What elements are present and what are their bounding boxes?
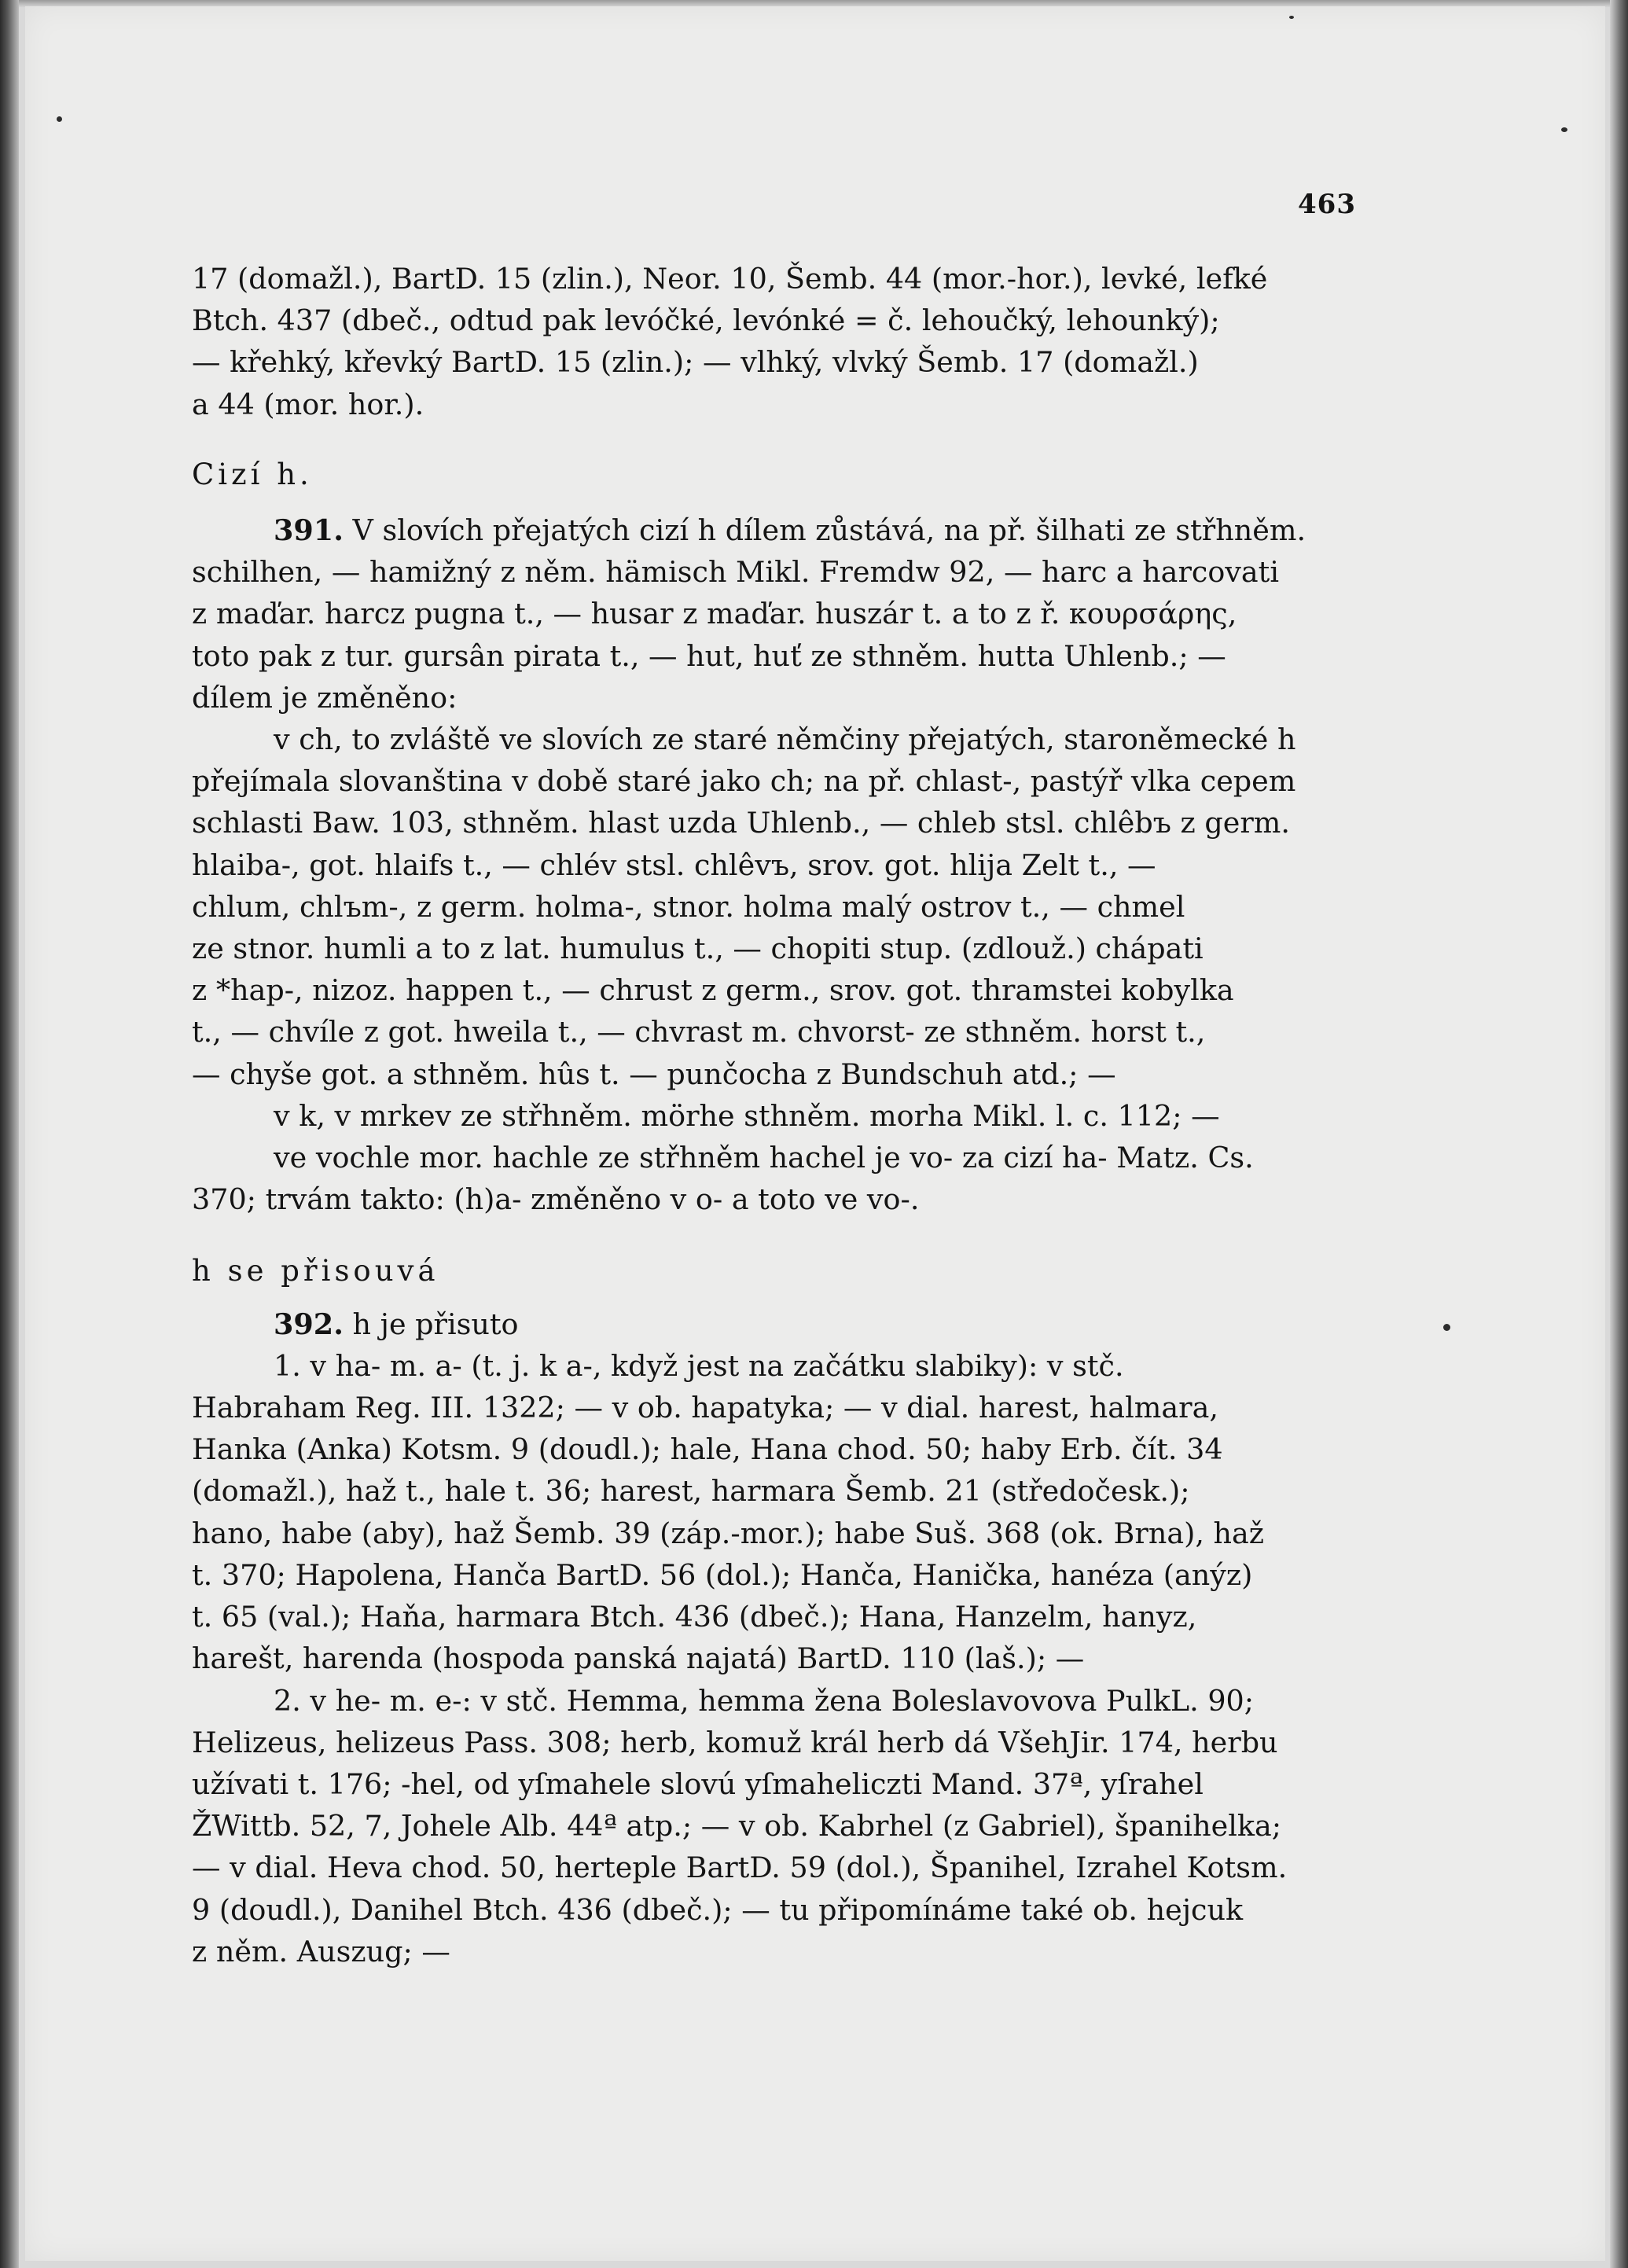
section-391-k-paragraph xyxy=(192,1095,1332,1137)
text-line: z něm. Auszug; — xyxy=(192,1934,450,1968)
body-text xyxy=(192,258,1332,1972)
text-line: t. 65 (val.); Haňa, harmara Btch. 436 (dbeč.); Hana, Hanzelm, hanyz, xyxy=(192,1600,1197,1634)
text-line: ŽWittb. 52, 7, Johele Alb. 44ª atp.; — v ob. Kabrhel (z Gabriel), španihelka; xyxy=(192,1809,1282,1843)
section-391-ch-paragraph xyxy=(192,719,1332,1095)
text-line: z *hap-, nizoz. happen t., — chrust z germ., srov. got. thramstei kobylka xyxy=(192,973,1234,1008)
text-line: chlum, chlъm-, z germ. holma-, stnor. holma malý ostrov t., — chmel xyxy=(192,889,1185,924)
text-line: schilhen, — hamižný z něm. hämisch Mikl. Fremdw 92, — harc a harcovati xyxy=(192,555,1280,590)
section-heading-h-prefixed: h se přisouvá xyxy=(192,1254,439,1288)
text-line: 370; trvám takto: (h)a- změněno v o- a toto ve vo-. xyxy=(192,1182,920,1217)
text-line: z maďar. harcz pugna t., — husar z maďar. huszár t. a to z ř. κουρσάρης, xyxy=(192,597,1237,631)
scan-edge-right xyxy=(1610,0,1628,2268)
scan-speck xyxy=(57,116,62,122)
section-392-item-2 xyxy=(192,1680,1332,1972)
section-heading-foreign-h: Cizí h. xyxy=(192,457,313,491)
page-number: 463 xyxy=(1298,189,1356,220)
text-line: a 44 (mor. hor.). xyxy=(192,387,424,421)
text-line: 2. v he- m. e-: v stč. Hemma, hemma žena Boleslavovova PulkL. 90; xyxy=(274,1683,1255,1718)
text-line: hano, habe (aby), haž Šemb. 39 (záp.-mor.); habe Suš. 368 (ok. Brna), haž xyxy=(192,1516,1265,1550)
scan-speck xyxy=(1289,16,1294,19)
section-number: 392. xyxy=(274,1307,344,1341)
intro-paragraph xyxy=(192,258,1332,425)
text-line: přejímala slovanština v době staré jako ch; na př. chlast-, pastýř vlka cepem xyxy=(192,764,1296,799)
text-line: 9 (doudl.), Danihel Btch. 436 (dbeč.); — tu připomínáme také ob. hejcuk xyxy=(192,1892,1244,1927)
section-391-vo-paragraph xyxy=(192,1137,1332,1220)
text-line: Hanka (Anka) Kotsm. 9 (doudl.); hale, Hana chod. 50; haby Erb. čít. 34 xyxy=(192,1432,1223,1467)
text-line: t. 370; Hapolena, Hanča BartD. 56 (dol.); Hanča, Hanička, hanéza (anýz) xyxy=(192,1557,1253,1592)
text-line: dílem je změněno: xyxy=(192,680,458,715)
text-line: v ch, to zvláště ve slovích ze staré němčiny přejatých, staroněmecké h xyxy=(274,722,1296,757)
text-line: — chyše got. a sthněm. hûs t. — punčocha z Bundschuh atd.; — xyxy=(192,1057,1116,1091)
text-line: — v dial. Heva chod. 50, herteple BartD. 59 (dol.), Španihel, Izrahel Kotsm. xyxy=(192,1851,1288,1885)
section-392-item-1 xyxy=(192,1345,1332,1680)
text-line: v k, v mrkev ze střhněm. mörhe sthněm. morha Mikl. l. c. 112; — xyxy=(274,1098,1220,1133)
text-line: 1. v ha- m. a- (t. j. k a-, když jest na začátku slabiky): v stč. xyxy=(274,1348,1124,1383)
text-line: Habraham Reg. III. 1322; — v ob. hapatyka; — v dial. harest, halmara, xyxy=(192,1391,1218,1425)
section-391-paragraph xyxy=(192,509,1332,719)
text-line: V slovích přejatých cizí h dílem zůstává, na př. šilhati ze střhněm. xyxy=(352,513,1306,548)
scan-edge-left xyxy=(0,0,19,2268)
text-line: Btch. 437 (dbeč., odtud pak levóčké, levónké = č. lehoučký, lehounký); xyxy=(192,303,1220,338)
text-line: harešt, harenda (hospoda panská najatá) BartD. 110 (laš.); — xyxy=(192,1641,1085,1676)
text-line: Helizeus, helizeus Pass. 308; herb, komuž král herb dá VšehJir. 174, herbu xyxy=(192,1725,1278,1759)
scan-speck xyxy=(1443,1324,1450,1331)
text-line: — křehký, křevký BartD. 15 (zlin.); — vlhký, vlvký Šemb. 17 (domažl.) xyxy=(192,345,1199,380)
text-line: h je přisuto xyxy=(352,1307,519,1341)
text-line: schlasti Baw. 103, sthněm. hlast uzda Uhlenb., — chleb stsl. chlêbъ z germ. xyxy=(192,806,1290,840)
section-392-intro xyxy=(192,1303,1332,1345)
text-line: ve vochle mor. hachle ze střhněm hachel je vo- za cizí ha- Matz. Cs. xyxy=(274,1141,1254,1175)
text-line: (domažl.), haž t., hale t. 36; harest, harmara Šemb. 21 (středočesk.); xyxy=(192,1474,1190,1509)
text-line: toto pak z tur. gursân pirata t., — hut, huť ze sthněm. hutta Uhlenb.; — xyxy=(192,638,1226,673)
text-line: ze stnor. humli a to z lat. humulus t., — chopiti stup. (zdlouž.) chápati xyxy=(192,932,1204,966)
text-line: hlaiba-, got. hlaifs t., — chlév stsl. chlêvъ, srov. got. hlija Zelt t., — xyxy=(192,847,1156,882)
text-line: 17 (domažl.), BartD. 15 (zlin.), Neor. 10, Šemb. 44 (mor.-hor.), levké, lefké xyxy=(192,262,1268,296)
text-line: t., — chvíle z got. hweila t., — chvrast m. chvorst- ze sthněm. horst t., xyxy=(192,1015,1206,1049)
scan-speck xyxy=(1561,127,1567,132)
section-number: 391. xyxy=(274,513,344,548)
text-line: užívati t. 176; -hel, od yſmahele slovú yſmaheliczti Mand. 37ª, yſrahel xyxy=(192,1766,1204,1801)
